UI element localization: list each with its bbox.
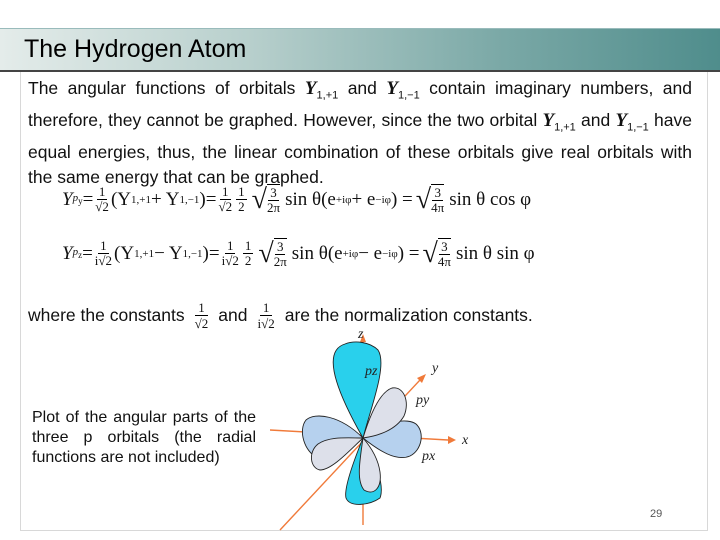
equation-py: Y $p_y$ = $\frac{1}{√2}$ (Y 1,+1 + Y 1,−1 ) = $\frac{1}{√2}$ $\frac{1}{2}$ √ $\frac{3}{2\pi}$ sin θ (e +iφ + e −iφ ) = √ $\frac{3}{4\pi}$ sin θ cos φ	[62, 183, 532, 215]
y-axis-label: y	[432, 361, 439, 376]
page-number: 29	[650, 508, 663, 520]
py-label: py	[416, 393, 430, 408]
z-axis-label: z	[358, 327, 364, 342]
slide-title: The Hydrogen Atom	[24, 35, 247, 63]
x-axis-label: x	[462, 433, 469, 448]
pz-label: pz	[365, 364, 378, 379]
p-orbitals-diagram	[270, 320, 490, 535]
x-axis-arrow	[448, 436, 456, 444]
title-bar	[0, 28, 720, 71]
normalization-note: where the constants $\frac{1}{√2}$ and $\frac{1}{i√2}$ are the normalization constants.	[28, 300, 533, 331]
plot-caption: Plot of the angular parts of the three p orbitals (the radial functions are not included)	[32, 409, 256, 466]
px-label: px	[422, 449, 436, 464]
equation-pz: Y $p_z$ = $\frac{1}{i√2}$ (Y 1,+1 − Y 1,−1 ) = $\frac{1}{i√2}$ $\frac{1}{2}$ √ $\frac{3}{2\pi}$ sin θ (e +iφ − e −iφ ) = √ $\frac{3}{4\pi}$ sin θ sin φ	[62, 237, 535, 269]
intro-paragraph: The angular functions of orbitals $Y_{1,+1}$ and $Y_{1,-1}$ contain imaginary numbers, and therefore, they cannot be graphed. However, since the two orbital $Y_{1,+1}$ and $Y_{1,-1}$ have equal energies, thus, the linear combination of these orbitals give real orbitals with the same energy that can be graphed.	[28, 78, 692, 187]
